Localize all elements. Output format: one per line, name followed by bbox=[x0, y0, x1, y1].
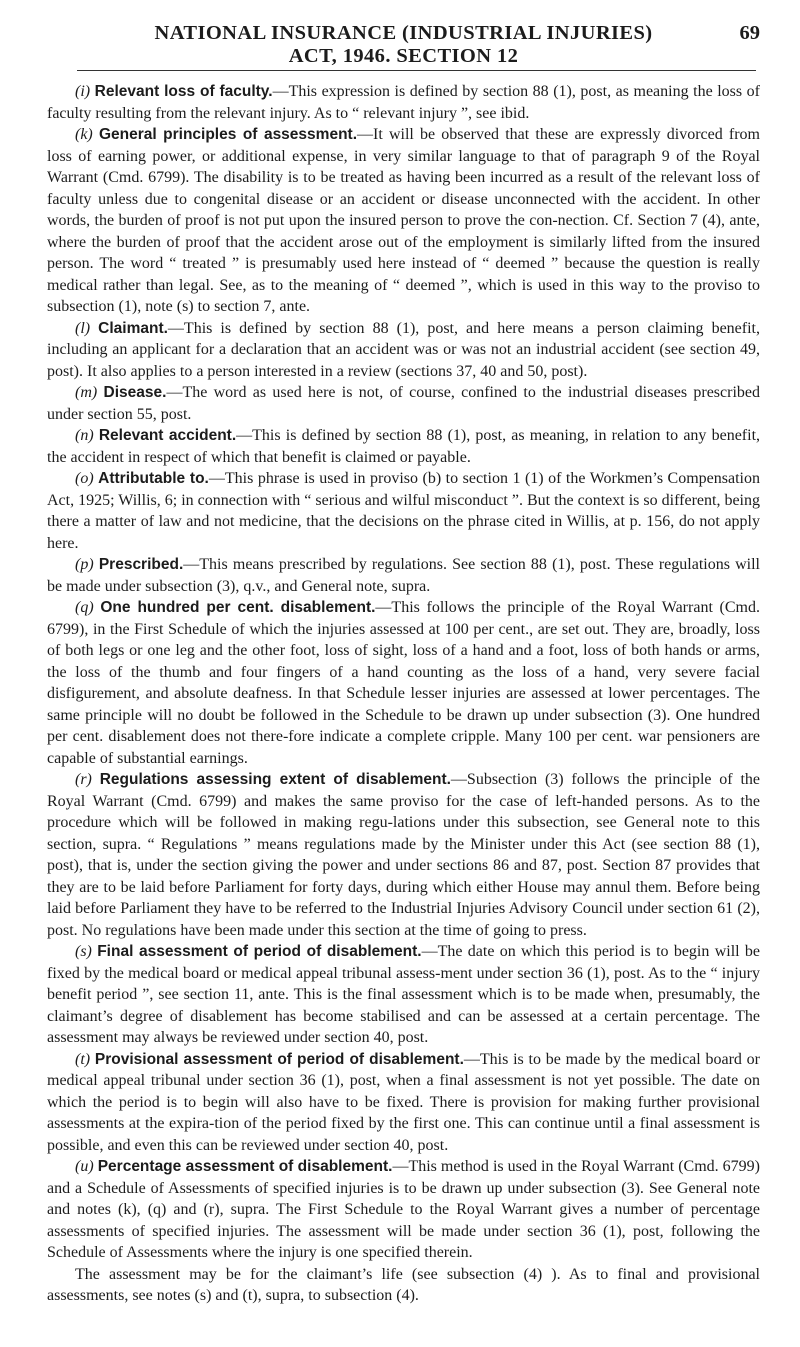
note-heading: Disease. bbox=[103, 384, 167, 401]
note-letter: (s) bbox=[75, 943, 92, 960]
note-letter: (k) bbox=[75, 126, 93, 143]
note-heading: Regulations assessing extent of disablement. bbox=[99, 771, 451, 788]
note-text: —This is defined by section 88 (1), post, and here means a person claiming benefit, including an applicant for a declaration that an accident was or was not an industrial accident (see section 49, post). It also applies to a person interested in a review (sections 37, 40 and 50, post). bbox=[47, 319, 760, 380]
note-heading: Provisional assessment of period of disablement. bbox=[94, 1050, 464, 1068]
note-paragraph bbox=[47, 1156, 760, 1264]
running-title-line-1: NATIONAL INSURANCE (INDUSTRIAL INJURIES) bbox=[154, 22, 653, 44]
note-text: —This is defined by section 88 (1), post, as meaning, in relation to any benefit, the accident in respect of which that benefit is claimed or payable. bbox=[47, 427, 761, 466]
note-text: —This is to be made by the medical board or medical appeal tribunal under section 36 (1), post, when a final assessment is not yet possible. The date on which the period is to begin will also have to be fixed. There is provision for making further provisional assessments at the expira-tion of the period fixed by the first one. This can continue until a final assessment is possible, and even this can be reviewed under section 40, post. bbox=[47, 1050, 760, 1154]
note-text: —This means prescribed by regulations. See section 88 (1), post. These regulations will be made under subsection (3), q.v., and General note, supra. bbox=[47, 556, 760, 595]
note-heading: One hundred per cent. disablement. bbox=[100, 599, 376, 616]
note-text: —This follows the principle of the Royal Warrant (Cmd. 6799), in the First Schedule of which the injuries assessed at 100 per cent., are set out. They are, broadly, loss of both legs or one leg and the other foot, loss of sight, loss of a hand and a foot, loss of both hands or arms, the loss of the thumb and four fingers of a hand counting as the loss of a hand, very severe facial disfigurement, and absolute deafness. In that Schedule lesser injuries are assessed at lower percentages. The same principle will no doubt be followed in the Schedule to be drawn up under subsection (3). One hundred per cent. disablement does not there-fore indicate a complete cripple. Many 100 per cent. war pensioners are capable of substantial earnings. bbox=[47, 599, 761, 767]
note-text: —Subsection (3) follows the principle of the Royal Warrant (Cmd. 6799) and makes the same proviso for the case of left-handed persons. As to the procedure which will be followed in making regu-lations under this subsection, see General note to this section, supra. “ Regulations ” means regulations made by the Minister under this Act (see section 88 (1), post), that is, under the section giving the power and under sections 86 and 87, post. Section 87 provides that they are to be laid before Parliament for forty days, during which either House may annul them. Before being laid before Parliament they have to be referred to the Industrial Injuries Advisory Council under section 61 (2), post. No regulations have been made under this section at the time of going to press. bbox=[47, 771, 761, 939]
note-paragraph bbox=[47, 425, 760, 468]
note-letter: (n) bbox=[75, 427, 94, 444]
note-paragraph bbox=[47, 318, 760, 383]
note-letter: (m) bbox=[75, 384, 98, 401]
note-text: —It will be observed that these are expressly divorced from loss of earning power, or additional expense, in very similar language to that of paragraph 9 of the Royal Warrant (Cmd. 6799). The disability is to be treated as having been incurred as a result of the relevant loss of faculty unless due to congenital disease or an accident or disease unconnected with the accident. In other words, the burden of proof is not put upon the insured person to prove the con-nection. Cf. Section 7 (4), ante, where the burden of proof that the accident arose out of the employment is similarly lifted from the insured person. The word “ treated ” is presumably used here instead of “ deemed ” because the question is really medical rather than legal. See, as to the meaning of “ deemed ”, which is used in this way to the proviso to subsection (1), note (s) to section 7, ante. bbox=[47, 126, 760, 315]
note-paragraph bbox=[47, 468, 760, 554]
note-heading: Claimant. bbox=[98, 319, 168, 337]
note-paragraph bbox=[47, 124, 760, 318]
note-heading: Relevant accident. bbox=[98, 427, 237, 444]
note-heading: Attributable to. bbox=[98, 470, 209, 487]
note-letter: (l) bbox=[75, 319, 91, 337]
running-title bbox=[47, 22, 760, 68]
note-paragraph bbox=[47, 769, 760, 941]
note-letter: (u) bbox=[75, 1158, 94, 1175]
note-paragraph bbox=[47, 1264, 760, 1307]
note-text: The assessment may be for the claimant’s life (see subsection (4) ). As to final and provisional assessments, see notes (s) and (t), supra, to subsection (4). bbox=[47, 1265, 760, 1304]
note-letter: (q) bbox=[75, 599, 94, 616]
note-paragraph bbox=[47, 382, 760, 425]
header-rule bbox=[77, 70, 756, 71]
body-text bbox=[47, 81, 760, 1307]
running-header bbox=[47, 0, 760, 70]
note-paragraph bbox=[47, 554, 760, 597]
page-number: 69 bbox=[739, 22, 760, 44]
note-letter: (t) bbox=[75, 1050, 91, 1068]
note-text: —This method is used in the Royal Warrant (Cmd. 6799) and a Schedule of Assessments of specified injuries is to be drawn up under subsection (3). See General note and notes (k), (q) and (r), supra. The First Schedule to the Royal Warrant gives a number of percentage assessments of specified injuries. The assessment will be made under section 36 (1), post, following the Schedule of Assessments where the injury is one specified therein. bbox=[47, 1158, 761, 1261]
note-paragraph bbox=[47, 597, 760, 769]
note-letter: (o) bbox=[75, 470, 94, 487]
note-text: —The date on which this period is to begin will be fixed by the medical board or medical appeal tribunal assess-ment under section 36 (1), post. As to the “ injury benefit period ”, see section 11, ante. This is the final assessment which is to be made when, presumably, the claimant’s degree of disablement has become stabilised and can be assessed at a certain percentage. The assessment may always be reviewed under section 40, post. bbox=[47, 943, 760, 1046]
note-heading: Prescribed. bbox=[98, 556, 184, 573]
note-heading: Relevant loss of faculty. bbox=[94, 83, 273, 100]
note-paragraph bbox=[47, 941, 760, 1049]
running-title-line-2: ACT, 1946. SECTION 12 bbox=[288, 45, 519, 67]
note-letter: (i) bbox=[75, 83, 91, 100]
note-heading: Final assessment of period of disablement. bbox=[97, 943, 422, 960]
note-heading: Percentage assessment of disablement. bbox=[97, 1158, 393, 1175]
note-letter: (p) bbox=[75, 556, 94, 573]
note-text: —This phrase is used in proviso (b) to section 1 (1) of the Workmen’s Compensation Act, 1925; Willis, 6; in connection with “ serious and wilful misconduct ”. But the context is so different, being there a matter of law and not medicine, that the decisions on the phrase cited in Willis, at p. 156, do not apply here. bbox=[47, 470, 760, 552]
note-heading: General principles of assessment. bbox=[98, 126, 358, 143]
note-text: —The word as used here is not, of course, confined to the industrial diseases prescribed under section 55, post. bbox=[47, 384, 761, 423]
note-paragraph bbox=[47, 81, 760, 124]
note-letter: (r) bbox=[75, 771, 92, 788]
note-text: —This expression is defined by section 88 (1), post, as meaning the loss of faculty resulting from the relevant injury. As to “ relevant injury ”, see ibid. bbox=[47, 83, 760, 122]
note-paragraph bbox=[47, 1049, 760, 1157]
